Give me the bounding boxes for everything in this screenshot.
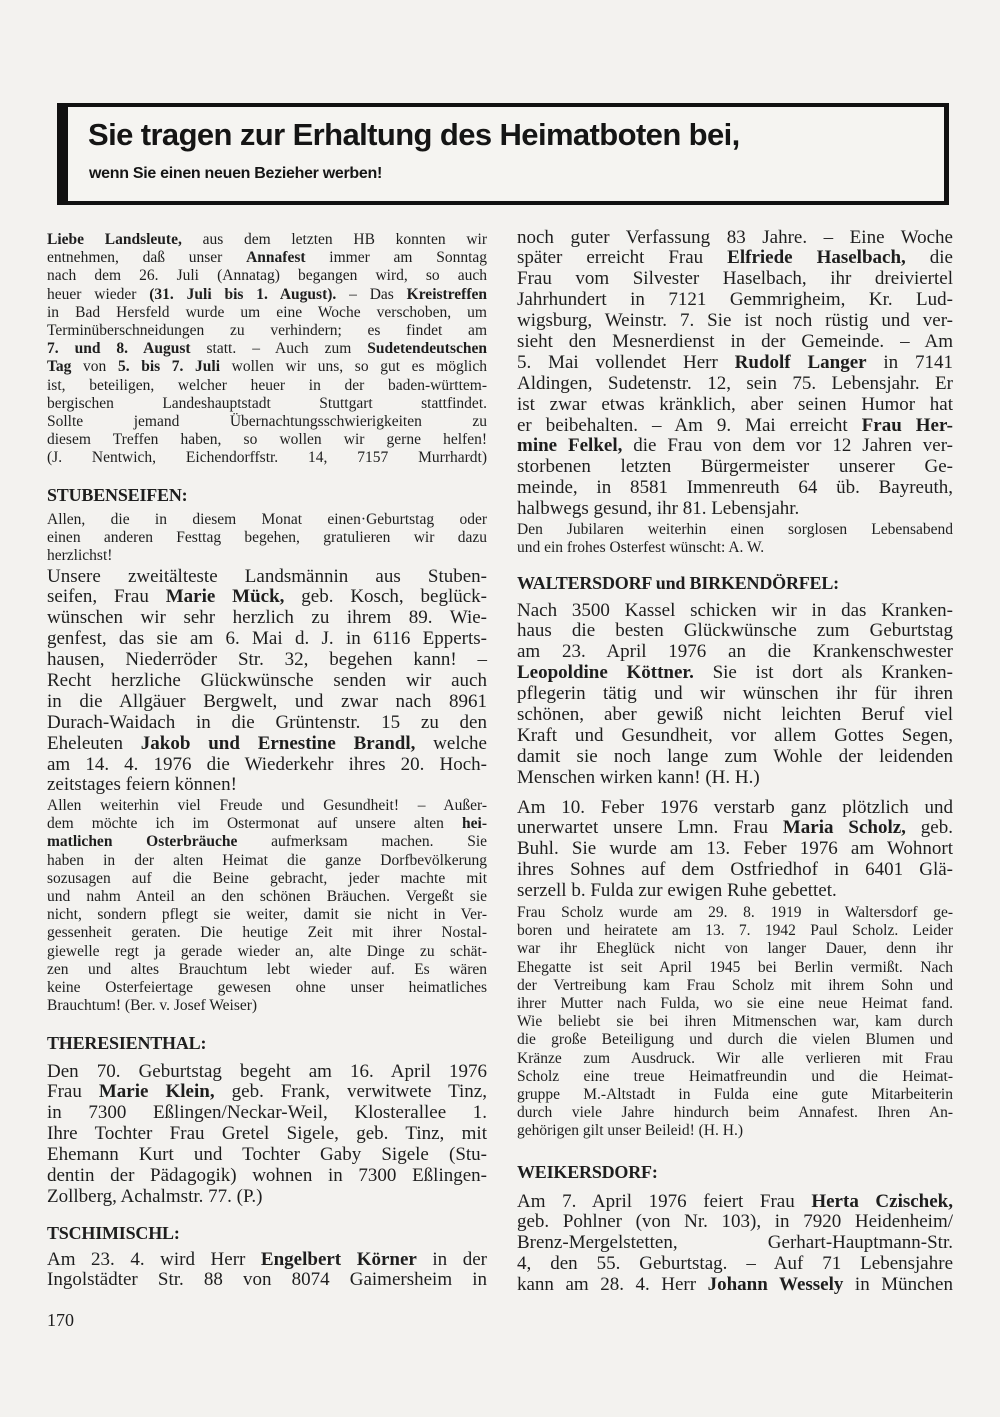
text-line bbox=[47, 231, 487, 249]
text-line bbox=[517, 478, 953, 499]
text: in München bbox=[843, 1274, 953, 1296]
text: Allen, die in diesem Monat einen·Geburtstag oder bbox=[47, 511, 487, 528]
section-heading bbox=[47, 1033, 487, 1053]
text-line bbox=[47, 304, 487, 322]
text: immer am Sonntag bbox=[305, 249, 487, 267]
text-line bbox=[517, 818, 953, 839]
text: am 14. 4. 1976 die Wiederkehr ihres 20. Hoch- bbox=[47, 753, 487, 775]
text-line bbox=[47, 671, 487, 692]
bold-text: Johann Wessely bbox=[707, 1274, 844, 1296]
text-line bbox=[47, 1145, 487, 1166]
text: Sie ist dort als Kranken- bbox=[693, 662, 954, 684]
text: von bbox=[71, 358, 118, 376]
text-line bbox=[47, 997, 487, 1015]
text-line bbox=[47, 870, 487, 888]
paragraph-small bbox=[47, 797, 487, 1015]
text: meinde, in 8581 Immenreuth 64 üb. Bayreuth, bbox=[517, 477, 953, 499]
text-line bbox=[517, 1162, 953, 1182]
text: Ingolstädter Str. 88 von 8074 Gaimersheim in bbox=[47, 1269, 487, 1291]
text: Recht herzliche Glückwünsche senden wir auch bbox=[47, 669, 487, 691]
text-line bbox=[517, 353, 953, 374]
text-line bbox=[47, 587, 487, 608]
paragraph bbox=[517, 601, 953, 789]
text: WEIKERSDORF: bbox=[517, 1162, 658, 1182]
text: – Das bbox=[336, 285, 407, 303]
text-line bbox=[517, 1233, 953, 1254]
text: am 23. April 1976 an die Krankenschwester bbox=[517, 641, 953, 663]
paragraph bbox=[517, 798, 953, 902]
text-line bbox=[517, 539, 953, 557]
text-line bbox=[517, 332, 953, 353]
text-line bbox=[47, 888, 487, 906]
text: in Bad Hersfeld wurde um eine Woche verschoben, um bbox=[47, 303, 487, 321]
text: die große Beteiligung und durch die vielen Blumen und bbox=[517, 1031, 953, 1049]
bold-text: Engelbert Körner bbox=[260, 1248, 417, 1270]
text: Kränze zum Ausdruck. Wir alle verlieren mit Frau bbox=[517, 1049, 953, 1067]
text-line bbox=[47, 1033, 487, 1053]
text: pflegerin tätig und wir wünschen ihr für ihren bbox=[517, 683, 953, 705]
text-line bbox=[517, 1275, 953, 1296]
text: einen anderen Festtag begehen, gratulieren wir dazu bbox=[47, 529, 487, 547]
text: die Frau von dem vor 12 Jahren ver- bbox=[622, 435, 954, 457]
text: ihres Sohnes auf dem Ostfriedhof in 6401 Glä- bbox=[517, 859, 953, 881]
text: Frau bbox=[47, 1081, 99, 1103]
text-line bbox=[517, 860, 953, 881]
text: Eheleuten bbox=[47, 732, 141, 754]
text-line bbox=[517, 1050, 953, 1068]
text-line bbox=[517, 601, 953, 622]
text-line bbox=[47, 815, 487, 833]
text-line bbox=[517, 1104, 953, 1122]
text-line bbox=[47, 1166, 487, 1187]
text: 4, den 55. Geburtstag. – Auf 71 Lebensjahre bbox=[517, 1253, 953, 1275]
text: Jahrhundert in 7121 Gemmrigheim, Kr. Lud- bbox=[517, 289, 953, 311]
text-line bbox=[47, 286, 487, 304]
text: dem möchte ich im Ostermonat auf unsere alten bbox=[47, 815, 463, 833]
text-line bbox=[47, 692, 487, 713]
text: 5. Mai vollendet Herr bbox=[517, 351, 735, 373]
text: bergischen Landeshauptstadt Stuttgart stattfindet. bbox=[47, 394, 487, 412]
text-line bbox=[517, 922, 953, 940]
bold-text: mine Felkel, bbox=[517, 435, 623, 457]
text: damit sie noch lange zum Wohle der leidenden bbox=[517, 745, 953, 767]
text-line bbox=[47, 431, 487, 449]
text-line bbox=[517, 290, 953, 311]
text: gehörigen gilt unser Beileid! (H. H.) bbox=[517, 1122, 743, 1140]
text: Terminüberschneidungen zu verhindern; es findet am bbox=[47, 321, 487, 339]
text: Ihre Tochter Frau Gretel Sigele, geb. Tinz, mit bbox=[47, 1123, 487, 1145]
text: halbwegs gesund, ihr 81. Lebensjahr. bbox=[517, 498, 800, 520]
text: in 7300 Eßlingen/Neckar-Weil, Klosterallee 1. bbox=[47, 1102, 487, 1124]
text: in 7141 bbox=[866, 351, 953, 373]
text: WALTERSDORF und BIRKENDÖRFEL: bbox=[517, 573, 839, 593]
text: statt. – Auch zum bbox=[190, 340, 368, 358]
text: heuer wieder bbox=[47, 285, 150, 303]
text: geb. Frank, verwitwete Tinz, bbox=[214, 1081, 487, 1103]
text-line bbox=[517, 726, 953, 747]
text: hausen, Niederröder Str. 32, begehen kann! – bbox=[47, 649, 487, 671]
section-heading bbox=[47, 1223, 487, 1243]
text-line bbox=[47, 713, 487, 734]
text-line bbox=[47, 1124, 487, 1145]
text: in die Allgäuer Bergwelt, und zwar nach 8961 bbox=[47, 690, 487, 712]
text: noch guter Verfassung 83 Jahre. – Eine Woche bbox=[517, 226, 953, 248]
bold-text: 7. und 8. August bbox=[47, 340, 191, 358]
section-heading bbox=[517, 1162, 953, 1182]
text-line bbox=[47, 833, 487, 851]
text: welche bbox=[415, 732, 487, 754]
text: die bbox=[905, 247, 953, 269]
text-line bbox=[47, 943, 487, 961]
text: entnehmen, daß unser bbox=[47, 249, 247, 267]
text: (J. Nentwich, Eichendorffstr. 14, 7157 Murrhardt) bbox=[47, 449, 487, 467]
text: Menschen wirken kann! (H. H.) bbox=[517, 766, 760, 788]
text: gruppe M.-Altstadt in Fulda eine gute Mitarbeiterin bbox=[517, 1085, 953, 1103]
text-line bbox=[517, 573, 953, 593]
text: wigsburg, Weinstr. 7. Sie ist noch rüstig und ver- bbox=[517, 310, 953, 332]
bold-text: Marie Klein, bbox=[98, 1081, 215, 1103]
paragraph bbox=[517, 1192, 953, 1296]
text: Unsere zweitälteste Landsmännin aus Stuben- bbox=[47, 565, 487, 587]
text-line bbox=[47, 1223, 487, 1243]
bold-text: Elfriede Haselbach, bbox=[727, 247, 906, 269]
bold-text: Rudolf Langer bbox=[734, 351, 867, 373]
text-line bbox=[47, 547, 487, 565]
paragraph-small bbox=[47, 511, 487, 566]
text: Frau Scholz wurde am 29. 8. 1919 in Waltersdorf ge- bbox=[517, 904, 953, 921]
page-number: 170 bbox=[47, 1310, 74, 1330]
text: später erreicht Frau bbox=[517, 247, 728, 269]
text-line bbox=[517, 1192, 953, 1213]
text: Frau vom Silvester Haselbach, ihr dreiviertel bbox=[517, 268, 953, 290]
text: Zollberg, Achalmstr. 77. (P.) bbox=[47, 1185, 263, 1207]
text: diesem Treffen haben, so wollen wir gerne helfen! bbox=[47, 431, 487, 449]
text-line bbox=[517, 311, 953, 332]
text: Wie beliebt sie bei ihren Mitmenschen war, kam durch bbox=[517, 1013, 953, 1031]
subscription-banner bbox=[57, 103, 949, 205]
text: durch viele Jahre hindurch beim Annafest. Ihren An- bbox=[517, 1104, 953, 1122]
text-line bbox=[47, 797, 487, 815]
text-line bbox=[517, 663, 953, 684]
bold-text: Frau Her- bbox=[861, 414, 953, 436]
text-line bbox=[517, 940, 953, 958]
text-line bbox=[517, 798, 953, 819]
text-line bbox=[47, 734, 487, 755]
text-line bbox=[47, 1103, 487, 1124]
text: Kraft und Gesundheit, vor allem Gottes Segen, bbox=[517, 724, 953, 746]
text: Den 70. Geburtstag begeht am 16. April 1976 bbox=[47, 1060, 487, 1082]
text-line bbox=[517, 747, 953, 768]
text-line bbox=[517, 642, 953, 663]
text-line bbox=[47, 650, 487, 671]
bold-text: Leopoldine Köttner. bbox=[517, 662, 694, 684]
text-line bbox=[517, 416, 953, 437]
text: schönen, aber gewiß nicht leichten Beruf viel bbox=[517, 703, 953, 725]
text: ihrer Mutter nach Fulda, wo sie eine neue Heimat fand. bbox=[517, 994, 953, 1012]
text: nach dem 26. Juli (Annatag) begangen wird, so auch bbox=[47, 267, 487, 285]
text-line bbox=[47, 961, 487, 979]
text: TSCHIMISCHL: bbox=[47, 1223, 180, 1243]
text: herzlichst! bbox=[47, 547, 113, 565]
text: THERESIENTHAL: bbox=[47, 1033, 207, 1053]
text-line bbox=[47, 267, 487, 285]
text-line bbox=[517, 768, 953, 789]
text: keine Osterfeiertage gewesen ohne unser heimatliches bbox=[47, 978, 487, 996]
text: Ehemann Kurt und Tochter Gaby Sigele (Stu- bbox=[47, 1144, 487, 1166]
text: ist zwar etwas kränklich, aber seinen Humor hat bbox=[517, 393, 953, 415]
text-line bbox=[517, 1086, 953, 1104]
bold-text: Herta Czischek, bbox=[811, 1190, 953, 1212]
text: aufmerksam machen. Sie bbox=[237, 833, 487, 851]
text-line bbox=[517, 228, 953, 249]
text: zen und altes Brauchtum lebt wieder auf. Es wären bbox=[47, 960, 487, 978]
text-line bbox=[517, 1031, 953, 1049]
bold-text: Annafest bbox=[246, 249, 306, 267]
paragraph-small bbox=[47, 231, 487, 467]
text: seifen, Frau bbox=[47, 586, 166, 608]
text-line bbox=[517, 881, 953, 902]
text-line bbox=[517, 1068, 953, 1086]
text: sozusagen auf die Beine gebracht, jeder machte mit bbox=[47, 869, 487, 887]
text: ist, beteiligen, welcher heuer in der baden-württem- bbox=[47, 376, 487, 394]
text-line bbox=[47, 249, 487, 267]
text: haus die besten Glückwünsche zum Geburtstag bbox=[517, 620, 953, 642]
text-line bbox=[47, 1187, 487, 1208]
text: Ehegatte ist seit April 1945 bei Berlin vermißt. Nach bbox=[517, 958, 953, 976]
text: haben in der alten Heimat die ganze Dorfbevölkerung bbox=[47, 851, 487, 869]
text: wünschen wir sehr herzlich zu ihrem 89. Wie- bbox=[47, 607, 487, 629]
text-line bbox=[47, 567, 487, 588]
text-line bbox=[47, 322, 487, 340]
text: Sollte jemand Übernachtungsschwierigkeiten zu bbox=[47, 412, 487, 430]
bold-text: Liebe Landsleute, bbox=[47, 231, 182, 248]
bold-text: matlichen Osterbräuche bbox=[47, 833, 238, 851]
text-line bbox=[47, 395, 487, 413]
paragraph bbox=[517, 228, 953, 520]
text-line bbox=[517, 1122, 953, 1140]
text: dentin der Pädagogik) wohnen in 7300 Eßlingen- bbox=[47, 1164, 487, 1186]
text-line bbox=[47, 413, 487, 431]
text: er beibehalten. – Am 9. Mai erreicht bbox=[517, 414, 862, 436]
text: Brenz-Mergelstetten, Gerhart-Hauptmann-Str. bbox=[517, 1232, 953, 1254]
text: und ein frohes Osterfest wünscht: A. W. bbox=[517, 539, 765, 557]
bold-text: Kreistreffen bbox=[406, 285, 487, 303]
text-line bbox=[517, 621, 953, 642]
text-line bbox=[517, 684, 953, 705]
text-line bbox=[517, 839, 953, 860]
text-line bbox=[47, 608, 487, 629]
text: Am 23. 4. wird Herr bbox=[47, 1248, 261, 1270]
text-line bbox=[47, 924, 487, 942]
bold-text: (31. Juli bis 1. August). bbox=[149, 285, 337, 303]
bold-text: Tag bbox=[47, 358, 72, 376]
text: aus dem letzten HB konnten wir bbox=[181, 231, 487, 248]
text: geb. Kosch, beglück- bbox=[284, 586, 487, 608]
text: Durach-Waidach in die Grüntenstr. 15 zu den bbox=[47, 711, 487, 733]
text: Scholz eine treue Heimatfreundin und die Heimat- bbox=[517, 1067, 953, 1085]
text-line bbox=[517, 995, 953, 1013]
text: Aldingen, Sudetenstr. 12, sein 75. Lebensjahr. Er bbox=[517, 372, 953, 394]
text-line bbox=[517, 705, 953, 726]
text-line bbox=[47, 775, 487, 796]
text-line bbox=[47, 377, 487, 395]
bold-text: Marie Mück, bbox=[165, 586, 285, 608]
text-line bbox=[517, 521, 953, 539]
text-line bbox=[47, 340, 487, 358]
text-line bbox=[517, 1013, 953, 1031]
text-line bbox=[47, 485, 487, 505]
paragraph bbox=[47, 567, 487, 797]
text-line bbox=[47, 755, 487, 776]
text: geb. bbox=[905, 817, 953, 839]
text: Am 7. April 1976 feiert Frau bbox=[517, 1190, 812, 1212]
text: geb. Pohlner (von Nr. 103), in 7920 Heidenheim/ bbox=[517, 1211, 953, 1233]
text-line bbox=[47, 629, 487, 650]
text-line bbox=[517, 499, 953, 520]
bold-text: 5. bis 7. Juli bbox=[117, 358, 221, 376]
bold-text: Sudetendeutschen bbox=[367, 340, 487, 358]
text-line bbox=[517, 959, 953, 977]
text-line bbox=[47, 1250, 487, 1271]
section-heading bbox=[517, 573, 953, 593]
text-line bbox=[517, 269, 953, 290]
text-line bbox=[517, 248, 953, 269]
text: zeitstages feiern können! bbox=[47, 774, 237, 796]
text-line bbox=[47, 529, 487, 547]
text: gessenheit geraten. Die heutige Zeit mit ihrer Nostal- bbox=[47, 924, 487, 942]
text-line bbox=[47, 449, 487, 467]
text: boren und heiratete am 13. 7. 1942 Paul Scholz. Leider bbox=[517, 922, 953, 940]
bold-text: Maria Scholz, bbox=[782, 817, 906, 839]
bold-text: hei- bbox=[462, 815, 487, 833]
text-line bbox=[517, 395, 953, 416]
text: der Vertreibung kam Frau Scholz mit ihrem Sohn und bbox=[517, 976, 953, 994]
text-line bbox=[47, 1082, 487, 1103]
text-line bbox=[47, 906, 487, 924]
text: war ihr Eheglück nicht von langer Dauer, denn ihr bbox=[517, 940, 953, 958]
text-line bbox=[47, 1270, 487, 1291]
text: giewelle regt ja gerade wieder an, alte Dinge zu schät- bbox=[47, 942, 487, 960]
text: in der bbox=[416, 1248, 487, 1270]
text: unerwartet unsere Lmn. Frau bbox=[517, 817, 783, 839]
text: Nach 3500 Kassel schicken wir in das Kranken- bbox=[517, 599, 953, 621]
text: kann am 28. 4. Herr bbox=[517, 1274, 708, 1296]
text-line bbox=[47, 852, 487, 870]
text: Am 10. Feber 1976 verstarb ganz plötzlich und bbox=[517, 796, 953, 818]
text: nicht, sondern pflegt sie weiter, damit sie nicht in Ver- bbox=[47, 906, 487, 924]
paragraph-small bbox=[517, 904, 953, 1140]
paragraph bbox=[47, 1062, 487, 1208]
text-line bbox=[47, 1062, 487, 1083]
text-line bbox=[517, 1254, 953, 1275]
text-line bbox=[517, 457, 953, 478]
text: storbenen letzten Bürgermeister unserer Ge- bbox=[517, 456, 953, 478]
banner-title: Sie tragen zur Erhaltung des Heimatboten bei, bbox=[88, 117, 740, 152]
text-line bbox=[517, 977, 953, 995]
text: wollen wir uns, so gut es möglich bbox=[220, 358, 487, 376]
text: Buhl. Sie wurde am 13. Feber 1976 am Wohnort bbox=[517, 838, 953, 860]
paragraph-small bbox=[517, 521, 953, 557]
banner-subtitle: wenn Sie einen neuen Bezieher werben! bbox=[89, 165, 382, 182]
text-line bbox=[517, 436, 953, 457]
bold-text: Jakob und Ernestine Brandl, bbox=[140, 732, 416, 754]
text: Allen weiterhin viel Freude und Gesundheit! – Außer- bbox=[47, 797, 487, 814]
text-line bbox=[47, 358, 487, 376]
text-line bbox=[517, 904, 953, 922]
text: serzell b. Fulda zur ewigen Ruhe gebettet. bbox=[517, 880, 837, 902]
section-heading bbox=[47, 485, 487, 505]
text-line bbox=[47, 511, 487, 529]
text: Den Jubilaren weiterhin einen sorglosen Lebensabend bbox=[517, 521, 953, 538]
text: Brauchtum! (Ber. v. Josef Weiser) bbox=[47, 997, 258, 1015]
text: STUBENSEIFEN: bbox=[47, 485, 188, 505]
text-line bbox=[47, 979, 487, 997]
text-line bbox=[517, 1212, 953, 1233]
text-line bbox=[517, 374, 953, 395]
text: genfest, das sie am 6. Mai d. J. in 6116 Epperts- bbox=[47, 628, 487, 650]
text: und nahm Anteil an den schönen Bräuchen. Vergeßt sie bbox=[47, 887, 487, 905]
paragraph bbox=[47, 1250, 487, 1292]
text: sieht den Mesnerdienst in der Gemeinde. – Am bbox=[517, 330, 953, 352]
